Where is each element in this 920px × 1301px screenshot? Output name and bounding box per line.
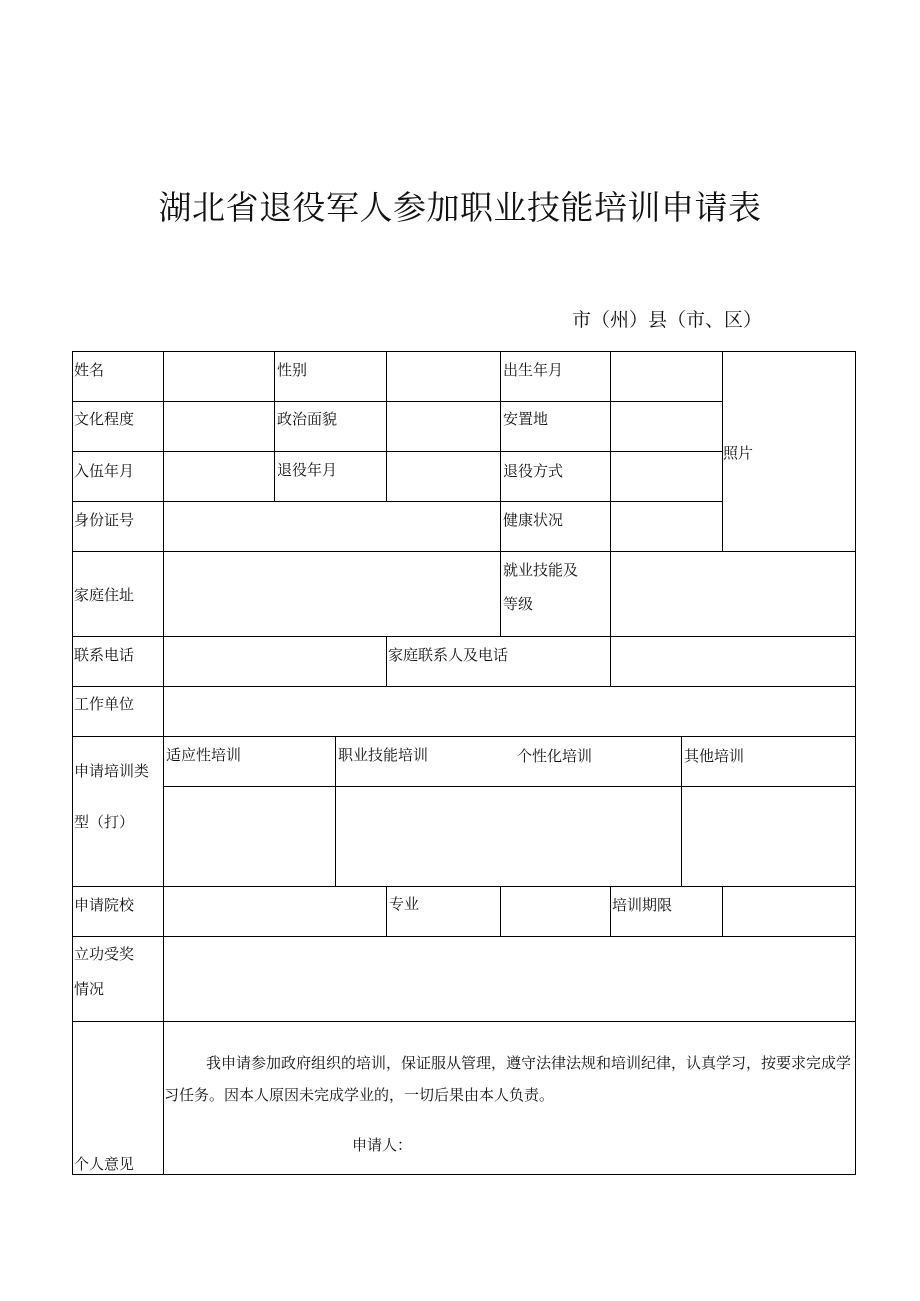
label-awards: 立功受奖情况 bbox=[74, 945, 135, 998]
label-discharge-date: 退役年月 bbox=[277, 461, 338, 479]
label-placement: 安置地 bbox=[503, 410, 549, 428]
school-field[interactable] bbox=[164, 887, 386, 936]
grid-line bbox=[72, 1021, 856, 1022]
region-line: 市（州）县（市、区） bbox=[571, 309, 762, 331]
grid-line bbox=[386, 636, 387, 686]
grid-line bbox=[72, 1174, 856, 1175]
period-field[interactable] bbox=[723, 887, 855, 936]
grid-line bbox=[610, 886, 611, 936]
awards-field[interactable] bbox=[164, 937, 855, 1021]
label-opinion: 个人意见 bbox=[74, 1155, 135, 1173]
label-health: 健康状况 bbox=[503, 511, 564, 529]
label-apply-type: 申请培训类型（打） bbox=[74, 762, 150, 831]
name-field[interactable] bbox=[164, 352, 274, 401]
grid-line bbox=[386, 886, 387, 936]
id-number-field[interactable] bbox=[164, 502, 500, 551]
address-field[interactable] bbox=[164, 552, 500, 636]
label-major: 专业 bbox=[389, 895, 420, 913]
label-enlist: 入伍年月 bbox=[74, 462, 135, 480]
family-contact-field[interactable] bbox=[611, 637, 855, 686]
label-address: 家庭住址 bbox=[74, 586, 135, 604]
phone-field[interactable] bbox=[164, 637, 386, 686]
grid-line bbox=[72, 351, 73, 1175]
grid-line bbox=[274, 351, 275, 501]
label-type-other: 其他培训 bbox=[684, 747, 745, 765]
discharge-mode-field[interactable] bbox=[611, 452, 722, 501]
label-discharge-mode: 退役方式 bbox=[503, 462, 564, 480]
work-unit-field[interactable] bbox=[164, 687, 855, 736]
label-name: 姓名 bbox=[74, 361, 105, 379]
label-education: 文化程度 bbox=[74, 410, 135, 428]
enlist-field[interactable] bbox=[164, 452, 274, 501]
gender-field[interactable] bbox=[387, 352, 500, 401]
label-work-unit: 工作单位 bbox=[74, 695, 135, 713]
major-field[interactable] bbox=[501, 887, 610, 936]
type-vocational-check[interactable] bbox=[336, 787, 681, 886]
statement-text: 我申请参加政府组织的培训，保证服从管理，遵守法律法规和培训纪律，认真学习，按要求完成学习任务。因本人原因未完成学业的，一切后果由本人负责。 bbox=[164, 1054, 852, 1104]
label-type-adaptive: 适应性培训 bbox=[166, 746, 242, 764]
label-skills: 就业技能及等级 bbox=[503, 561, 579, 613]
type-adaptive-check[interactable] bbox=[164, 787, 335, 886]
label-gender: 性别 bbox=[277, 361, 308, 379]
label-period: 培训期限 bbox=[612, 896, 673, 914]
health-field[interactable] bbox=[611, 502, 722, 551]
placement-field[interactable] bbox=[611, 402, 722, 451]
type-other-check[interactable] bbox=[682, 787, 855, 886]
statement bbox=[164, 1047, 856, 1111]
label-political: 政治面貌 bbox=[277, 410, 338, 428]
label-photo: 照片 bbox=[723, 444, 754, 462]
label-phone: 联系电话 bbox=[74, 646, 135, 664]
discharge-date-field[interactable] bbox=[387, 452, 500, 501]
label-id-number: 身份证号 bbox=[74, 511, 135, 529]
skills-field[interactable] bbox=[611, 552, 855, 636]
grid-line bbox=[500, 351, 501, 636]
education-field[interactable] bbox=[164, 402, 274, 451]
applicant-signature[interactable]: 申请人： bbox=[352, 1136, 413, 1154]
political-field[interactable] bbox=[387, 402, 500, 451]
label-school: 申请院校 bbox=[74, 896, 135, 914]
grid-line bbox=[72, 736, 856, 737]
label-type-personalized: 个性化培训 bbox=[517, 747, 593, 765]
birth-field[interactable] bbox=[611, 352, 722, 401]
label-type-vocational: 职业技能培训 bbox=[338, 746, 429, 764]
label-family-contact: 家庭联系人及电话 bbox=[388, 646, 509, 664]
label-birth: 出生年月 bbox=[503, 361, 564, 379]
page-title: 湖北省退役军人参加职业技能培训申请表 bbox=[158, 188, 762, 227]
